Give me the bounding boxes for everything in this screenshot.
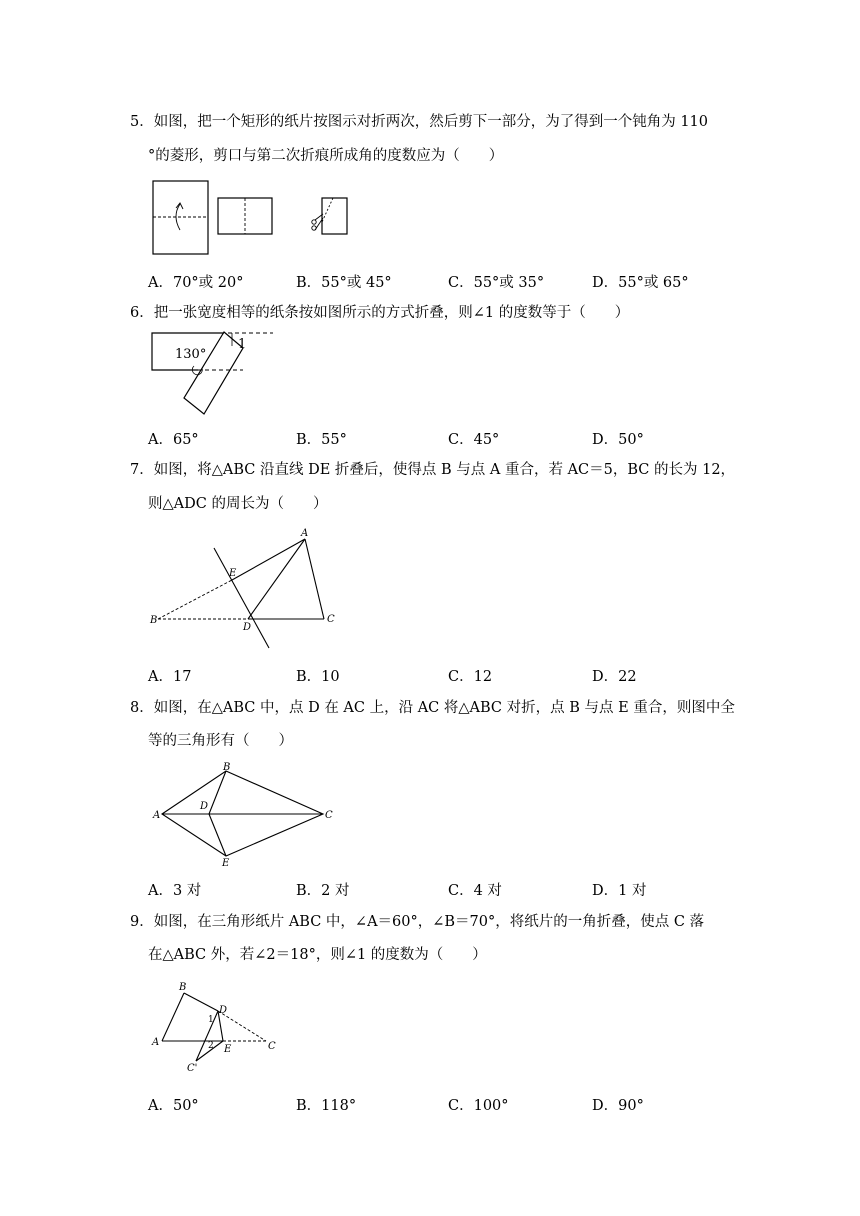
q7-label-a: A [301, 528, 309, 539]
question-6-option-b[interactable]: B．55° [296, 432, 347, 448]
q8-label-e: E [222, 858, 230, 869]
question-8-option-a[interactable]: A．3 对 [148, 883, 202, 899]
q6-angle-1-label: 1 [238, 337, 247, 352]
q9-angle-2-label: 2 [208, 1041, 214, 1051]
question-6-figure [148, 326, 278, 418]
question-7-option-c[interactable]: C．12 [448, 669, 493, 685]
question-7-option-d[interactable]: D．22 [592, 669, 637, 685]
question-7-option-b[interactable]: B．10 [296, 669, 340, 685]
question-7-line-1: 7．如图，将△ABC 沿直线 DE 折叠后，使得点 B 与点 A 重合，若 AC＝5，BC 的长为 12， [130, 462, 736, 478]
question-9-options [148, 1094, 748, 1114]
question-9-option-d[interactable]: D．90° [592, 1098, 644, 1114]
question-8-option-d[interactable]: D．1 对 [592, 883, 647, 899]
question-8-figure [148, 760, 348, 868]
question-6-option-d[interactable]: D．50° [592, 432, 644, 448]
question-9-option-a[interactable]: A．50° [148, 1098, 199, 1114]
question-7-figure [148, 524, 348, 652]
question-5-figure [150, 178, 360, 258]
question-6-option-a[interactable]: A．65° [148, 432, 199, 448]
q7-label-e: E [229, 568, 237, 579]
q9-label-c-prime: C' [187, 1063, 198, 1074]
question-8-line-1: 8．如图，在△ABC 中，点 D 在 AC 上，沿 AC 将△ABC 对折，点 B 与点 E 重合，则图中全 [130, 700, 735, 716]
q7-label-c: C [327, 614, 335, 625]
question-9-line-1: 9．如图，在三角形纸片 ABC 中，∠A＝60°，∠B＝70°，将纸片的一角折叠，使点 C 落 [130, 914, 705, 930]
q8-label-b: B [223, 762, 231, 773]
q9-label-a: A [152, 1037, 160, 1048]
question-5-options [148, 271, 748, 291]
question-7-line-2: 则△ADC 的周长为（ ） [148, 496, 328, 512]
q9-angle-1-label: 1 [208, 1015, 214, 1025]
q9-label-d: D [219, 1005, 228, 1016]
q9-label-c: C [268, 1041, 276, 1052]
q6-angle-label: 130° [175, 347, 207, 362]
question-8-options [148, 879, 748, 899]
q8-label-d: D [200, 801, 209, 812]
q7-label-d: D [243, 622, 252, 633]
question-9-figure [148, 978, 288, 1076]
q7-label-b: B [150, 615, 158, 626]
question-8-line-2: 等的三角形有（ ） [148, 733, 293, 749]
question-9-option-c[interactable]: C．100° [448, 1098, 509, 1114]
question-9-line-2: 在△ABC 外，若∠2＝18°，则∠1 的度数为（ ） [148, 947, 487, 963]
question-6-options [148, 428, 748, 448]
q9-label-e: E [224, 1044, 232, 1055]
question-6-option-c[interactable]: C．45° [448, 432, 500, 448]
question-9-option-b[interactable]: B．118° [296, 1098, 357, 1114]
question-6-line-1: 6．把一张宽度相等的纸条按如图所示的方式折叠，则∠1 的度数等于（ ） [130, 305, 630, 321]
question-5-option-d[interactable]: D．55°或 65° [592, 275, 689, 291]
question-7-options [148, 665, 748, 685]
question-5-option-a[interactable]: A．70°或 20° [148, 275, 244, 291]
question-8-option-b[interactable]: B．2 对 [296, 883, 350, 899]
question-5-line-2: °的菱形，剪口与第二次折痕所成角的度数应为（ ） [148, 148, 504, 164]
question-8-option-c[interactable]: C．4 对 [448, 883, 502, 899]
q8-label-a: A [153, 810, 161, 821]
question-5-line-1: 5．如图，把一个矩形的纸片按图示对折两次，然后剪下一部分，为了得到一个钝角为 110 [130, 114, 709, 130]
q8-label-c: C [325, 810, 333, 821]
question-5-option-b[interactable]: B．55°或 45° [296, 275, 392, 291]
question-7-option-a[interactable]: A．17 [148, 669, 192, 685]
q9-label-b: B [179, 982, 187, 993]
question-5-option-c[interactable]: C．55°或 35° [448, 275, 545, 291]
